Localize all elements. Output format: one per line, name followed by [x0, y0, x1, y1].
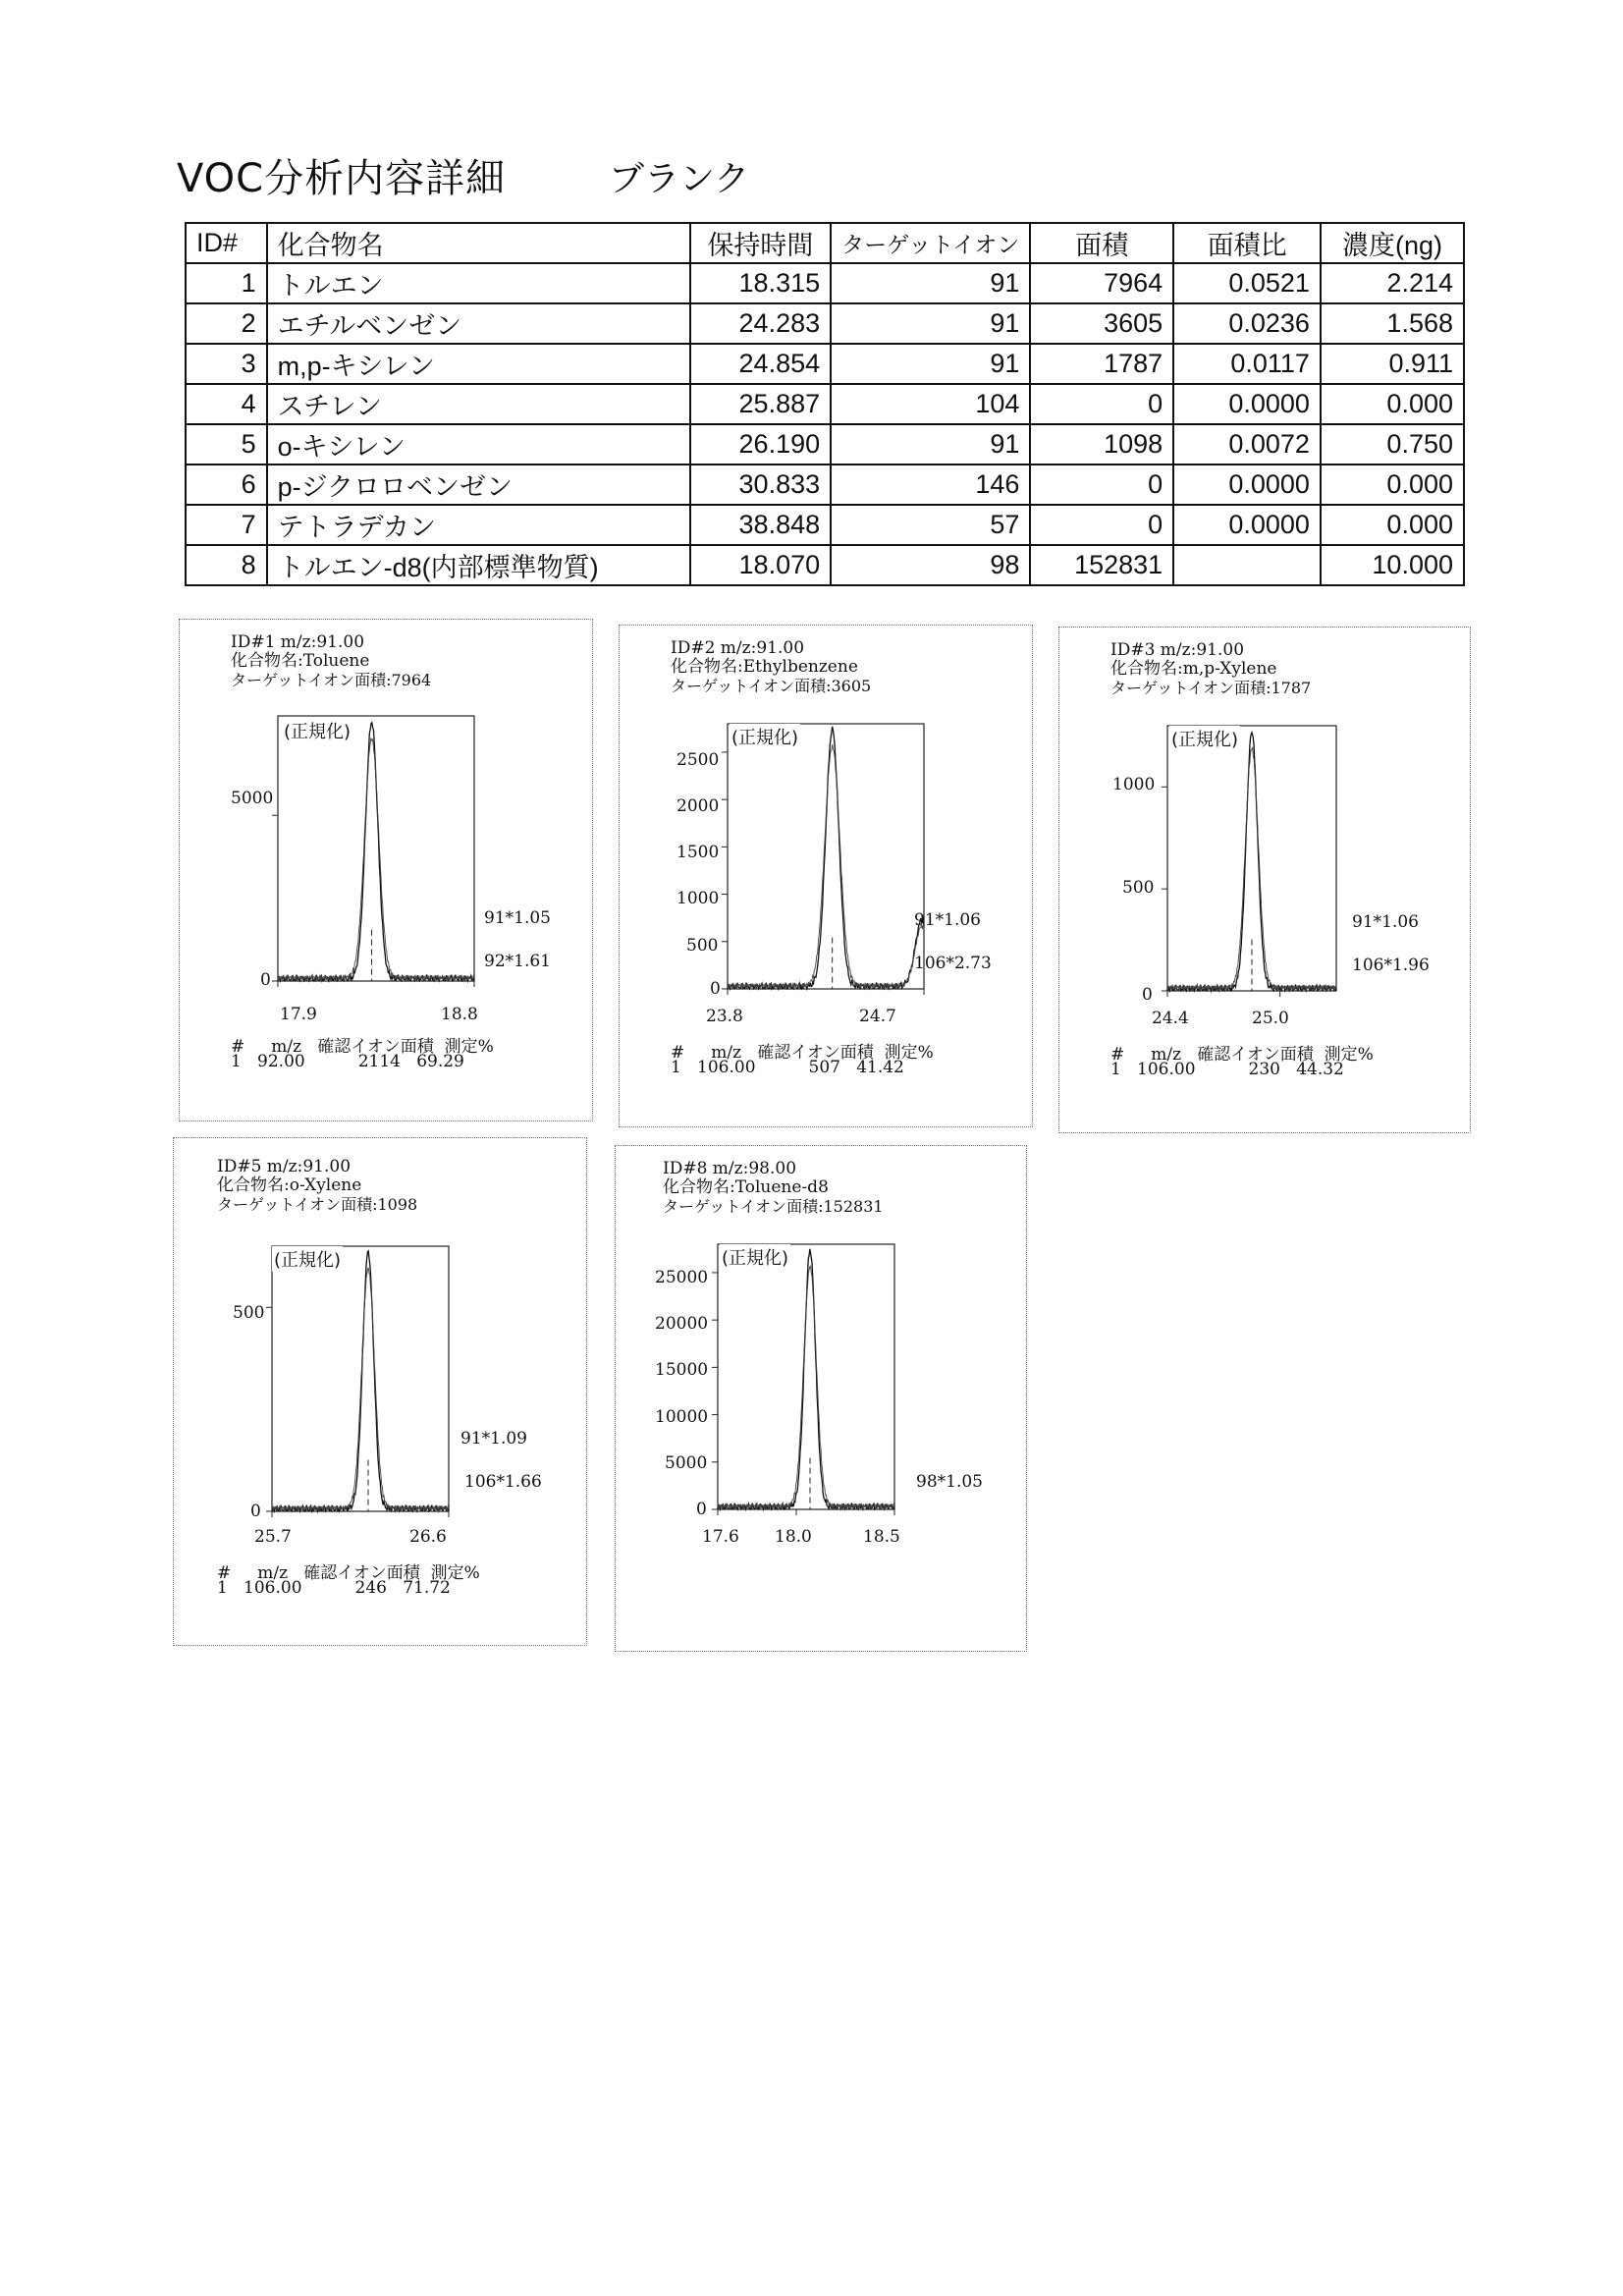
table-row: [186, 505, 1464, 545]
y-tick-label: 20000: [655, 1314, 709, 1334]
table-row: [186, 344, 1464, 384]
target-ion-trace: [728, 727, 924, 989]
panel-compound-line: 化合物名:m,p-Xylene: [1110, 659, 1277, 679]
table-header-row: [186, 223, 1464, 263]
cell-concentration: 0.000: [1321, 384, 1464, 424]
chromatogram-plot-3: [1167, 726, 1336, 991]
y-tick-label: 2000: [676, 796, 720, 816]
panel-footer-header: # m/z 確認イオン面積 測定%: [217, 1563, 480, 1583]
cell-area: 0: [1030, 384, 1173, 424]
chromatogram-plot-8: [718, 1244, 894, 1509]
page-title: VOC分析内容詳細: [177, 156, 507, 201]
cell-id: 8: [186, 545, 267, 585]
qualifier-ion-trace: [718, 1266, 894, 1508]
cell-concentration: 2.214: [1321, 263, 1464, 303]
y-tick-label: 0: [250, 1502, 261, 1521]
y-tick-label: 25000: [655, 1268, 709, 1287]
y-tick-label: 2500: [676, 750, 720, 770]
cell-concentration: 0.911: [1321, 344, 1464, 384]
plot-frame: [278, 716, 474, 981]
panel-footer-header: # m/z 確認イオン面積 測定%: [231, 1037, 494, 1057]
cell-compound: o-キシレン: [267, 424, 690, 465]
panel-footer-row: 1 106.00 507 41.42: [671, 1058, 904, 1077]
table-row: [186, 263, 1464, 303]
x-tick-label: 18.5: [863, 1527, 900, 1547]
y-tick-label: 0: [260, 970, 271, 990]
y-tick-label: 500: [1122, 878, 1155, 898]
table-row: [186, 384, 1464, 424]
cell-area-ratio: 0.0000: [1173, 384, 1321, 424]
col-header-area: 面積: [1030, 223, 1173, 263]
cell-compound: エチルベンゼン: [267, 303, 690, 344]
cell-retention-time: 25.887: [690, 384, 832, 424]
ion-annotation: 91*1.05: [484, 908, 551, 928]
panel-target-area-line: ターゲットイオン面積:7964: [231, 671, 432, 689]
ion-annotation: 106*1.66: [464, 1472, 542, 1492]
qualifier-ion-trace: [272, 1268, 449, 1510]
cell-area-ratio: 0.0072: [1173, 424, 1321, 465]
panel-target-area-line: ターゲットイオン面積:152831: [663, 1197, 884, 1216]
panel-compound-line: 化合物名:Ethylbenzene: [671, 657, 858, 677]
chromatogram-panel-5: [173, 1137, 587, 1646]
cell-retention-time: 18.315: [690, 263, 832, 303]
cell-concentration: 0.000: [1321, 505, 1464, 545]
target-ion-trace: [272, 1251, 449, 1511]
cell-retention-time: 24.854: [690, 344, 832, 384]
ion-annotation: 98*1.05: [916, 1472, 983, 1492]
cell-area-ratio: 0.0521: [1173, 263, 1321, 303]
panel-id-line: ID#1 m/z:91.00: [231, 632, 365, 652]
cell-area: 152831: [1030, 545, 1173, 585]
chromatogram-panel-2: [619, 625, 1033, 1127]
cell-id: 1: [186, 263, 267, 303]
col-header-id: ID#: [186, 223, 267, 263]
chromatogram-panel-1: [179, 619, 593, 1121]
panel-id-line: ID#8 m/z:98.00: [663, 1159, 797, 1178]
cell-target-ion: 91: [831, 344, 1030, 384]
cell-id: 6: [186, 465, 267, 505]
cell-area: 0: [1030, 505, 1173, 545]
x-tick-label: 25.7: [254, 1527, 292, 1547]
y-tick-label: 1000: [676, 889, 720, 908]
cell-area: 1787: [1030, 344, 1173, 384]
cell-target-ion: 98: [831, 545, 1030, 585]
cell-area: 3605: [1030, 303, 1173, 344]
y-tick-label: 15000: [655, 1360, 709, 1380]
x-tick-label: 24.7: [859, 1007, 896, 1026]
panel-footer-row: 1 92.00 2114 69.29: [231, 1052, 464, 1071]
cell-target-ion: 91: [831, 424, 1030, 465]
cell-retention-time: 26.190: [690, 424, 832, 465]
col-header-area-ratio: 面積比: [1173, 223, 1321, 263]
normalized-label: (正規化): [730, 724, 800, 749]
plot-frame: [718, 1244, 894, 1509]
cell-area-ratio: [1173, 545, 1321, 585]
qualifier-ion-trace: [278, 738, 474, 981]
y-tick-label: 5000: [231, 789, 274, 808]
panel-compound-line: 化合物名:o-Xylene: [217, 1175, 362, 1195]
cell-concentration: 1.568: [1321, 303, 1464, 344]
col-header-compound: 化合物名: [267, 223, 690, 263]
cell-area: 1098: [1030, 424, 1173, 465]
cell-id: 4: [186, 384, 267, 424]
chromatogram-plot-2: [728, 724, 924, 989]
panel-footer-header: # m/z 確認イオン面積 測定%: [671, 1043, 934, 1063]
y-tick-label: 1500: [676, 843, 720, 862]
panel-footer-header: # m/z 確認イオン面積 測定%: [1110, 1045, 1374, 1065]
results-table: [185, 222, 1465, 586]
cell-target-ion: 91: [831, 263, 1030, 303]
table-row: [186, 424, 1464, 465]
plot-frame: [728, 724, 924, 989]
cell-target-ion: 91: [831, 303, 1030, 344]
x-tick-label: 23.8: [706, 1007, 743, 1026]
plot-frame: [272, 1246, 449, 1511]
cell-target-ion: 57: [831, 505, 1030, 545]
cell-compound: スチレン: [267, 384, 690, 424]
cell-target-ion: 104: [831, 384, 1030, 424]
chromatogram-plot-1: [278, 716, 474, 981]
table-row: [186, 465, 1464, 505]
x-tick-label: 24.4: [1152, 1009, 1189, 1028]
x-tick-label: 17.9: [280, 1005, 317, 1024]
x-tick-label: 25.0: [1252, 1009, 1289, 1028]
cell-area-ratio: 0.0000: [1173, 465, 1321, 505]
cell-concentration: 0.750: [1321, 424, 1464, 465]
cell-area-ratio: 0.0117: [1173, 344, 1321, 384]
y-tick-label: 10000: [655, 1407, 709, 1427]
cell-area: 0: [1030, 465, 1173, 505]
y-tick-label: 0: [1142, 985, 1153, 1005]
target-ion-trace: [278, 723, 474, 981]
panel-id-line: ID#2 m/z:91.00: [671, 638, 805, 658]
panel-compound-line: 化合物名:Toluene-d8: [663, 1177, 829, 1197]
ion-annotation: 106*1.96: [1352, 956, 1430, 975]
cell-concentration: 10.000: [1321, 545, 1464, 585]
panel-compound-line: 化合物名:Toluene: [231, 651, 370, 671]
cell-retention-time: 38.848: [690, 505, 832, 545]
normalized-label: (正規化): [720, 1244, 790, 1270]
ion-annotation: 91*1.06: [1352, 912, 1419, 932]
chromatogram-panel-8: [615, 1145, 1027, 1652]
cell-id: 5: [186, 424, 267, 465]
normalized-label: (正規化): [282, 718, 352, 743]
cell-area-ratio: 0.0236: [1173, 303, 1321, 344]
y-tick-label: 5000: [665, 1453, 708, 1473]
panel-id-line: ID#3 m/z:91.00: [1110, 640, 1245, 660]
x-tick-label: 17.6: [702, 1527, 739, 1547]
cell-id: 3: [186, 344, 267, 384]
chromatogram-plot-5: [272, 1246, 449, 1511]
col-header-retention-time: 保持時間: [690, 223, 832, 263]
y-tick-label: 0: [696, 1500, 707, 1519]
panel-target-area-line: ターゲットイオン面積:1098: [217, 1195, 418, 1214]
panel-target-area-line: ターゲットイオン面積:3605: [671, 677, 872, 695]
panel-footer-row: 1 106.00 246 71.72: [217, 1578, 451, 1598]
panel-target-area-line: ターゲットイオン面積:1787: [1110, 679, 1312, 697]
cell-compound: テトラデカン: [267, 505, 690, 545]
panel-footer-row: 1 106.00 230 44.32: [1110, 1060, 1344, 1079]
cell-compound: トルエン-d8(内部標準物質): [267, 545, 690, 585]
normalized-label: (正規化): [272, 1246, 343, 1272]
y-tick-label: 1000: [1112, 775, 1156, 794]
col-header-concentration: 濃度(ng): [1321, 223, 1464, 263]
cell-area: 7964: [1030, 263, 1173, 303]
target-ion-trace: [718, 1249, 894, 1509]
y-tick-label: 500: [686, 936, 719, 956]
chromatogram-panel-3: [1058, 627, 1471, 1133]
cell-concentration: 0.000: [1321, 465, 1464, 505]
qualifier-ion-trace: [728, 744, 924, 989]
x-tick-label: 18.0: [775, 1527, 812, 1547]
ion-annotation: 106*2.73: [914, 954, 992, 973]
cell-retention-time: 24.283: [690, 303, 832, 344]
cell-area-ratio: 0.0000: [1173, 505, 1321, 545]
cell-compound: p-ジクロロベンゼン: [267, 465, 690, 505]
x-tick-label: 26.6: [409, 1527, 447, 1547]
page-subtitle: ブランク: [609, 159, 750, 199]
col-header-target-ion: ターゲットイオン: [831, 223, 1030, 263]
panel-id-line: ID#5 m/z:91.00: [217, 1157, 352, 1176]
cell-retention-time: 30.833: [690, 465, 832, 505]
cell-compound: m,p-キシレン: [267, 344, 690, 384]
cell-id: 2: [186, 303, 267, 344]
ion-annotation: 92*1.61: [484, 952, 551, 971]
x-tick-label: 18.8: [441, 1005, 478, 1024]
y-tick-label: 0: [710, 979, 721, 999]
table-row: [186, 545, 1464, 585]
normalized-label: (正規化): [1169, 726, 1240, 751]
cell-retention-time: 18.070: [690, 545, 832, 585]
cell-id: 7: [186, 505, 267, 545]
cell-compound: トルエン: [267, 263, 690, 303]
ion-annotation: 91*1.06: [914, 910, 981, 930]
cell-target-ion: 146: [831, 465, 1030, 505]
table-row: [186, 303, 1464, 344]
ion-annotation: 91*1.09: [460, 1429, 527, 1449]
y-tick-label: 500: [233, 1303, 265, 1323]
